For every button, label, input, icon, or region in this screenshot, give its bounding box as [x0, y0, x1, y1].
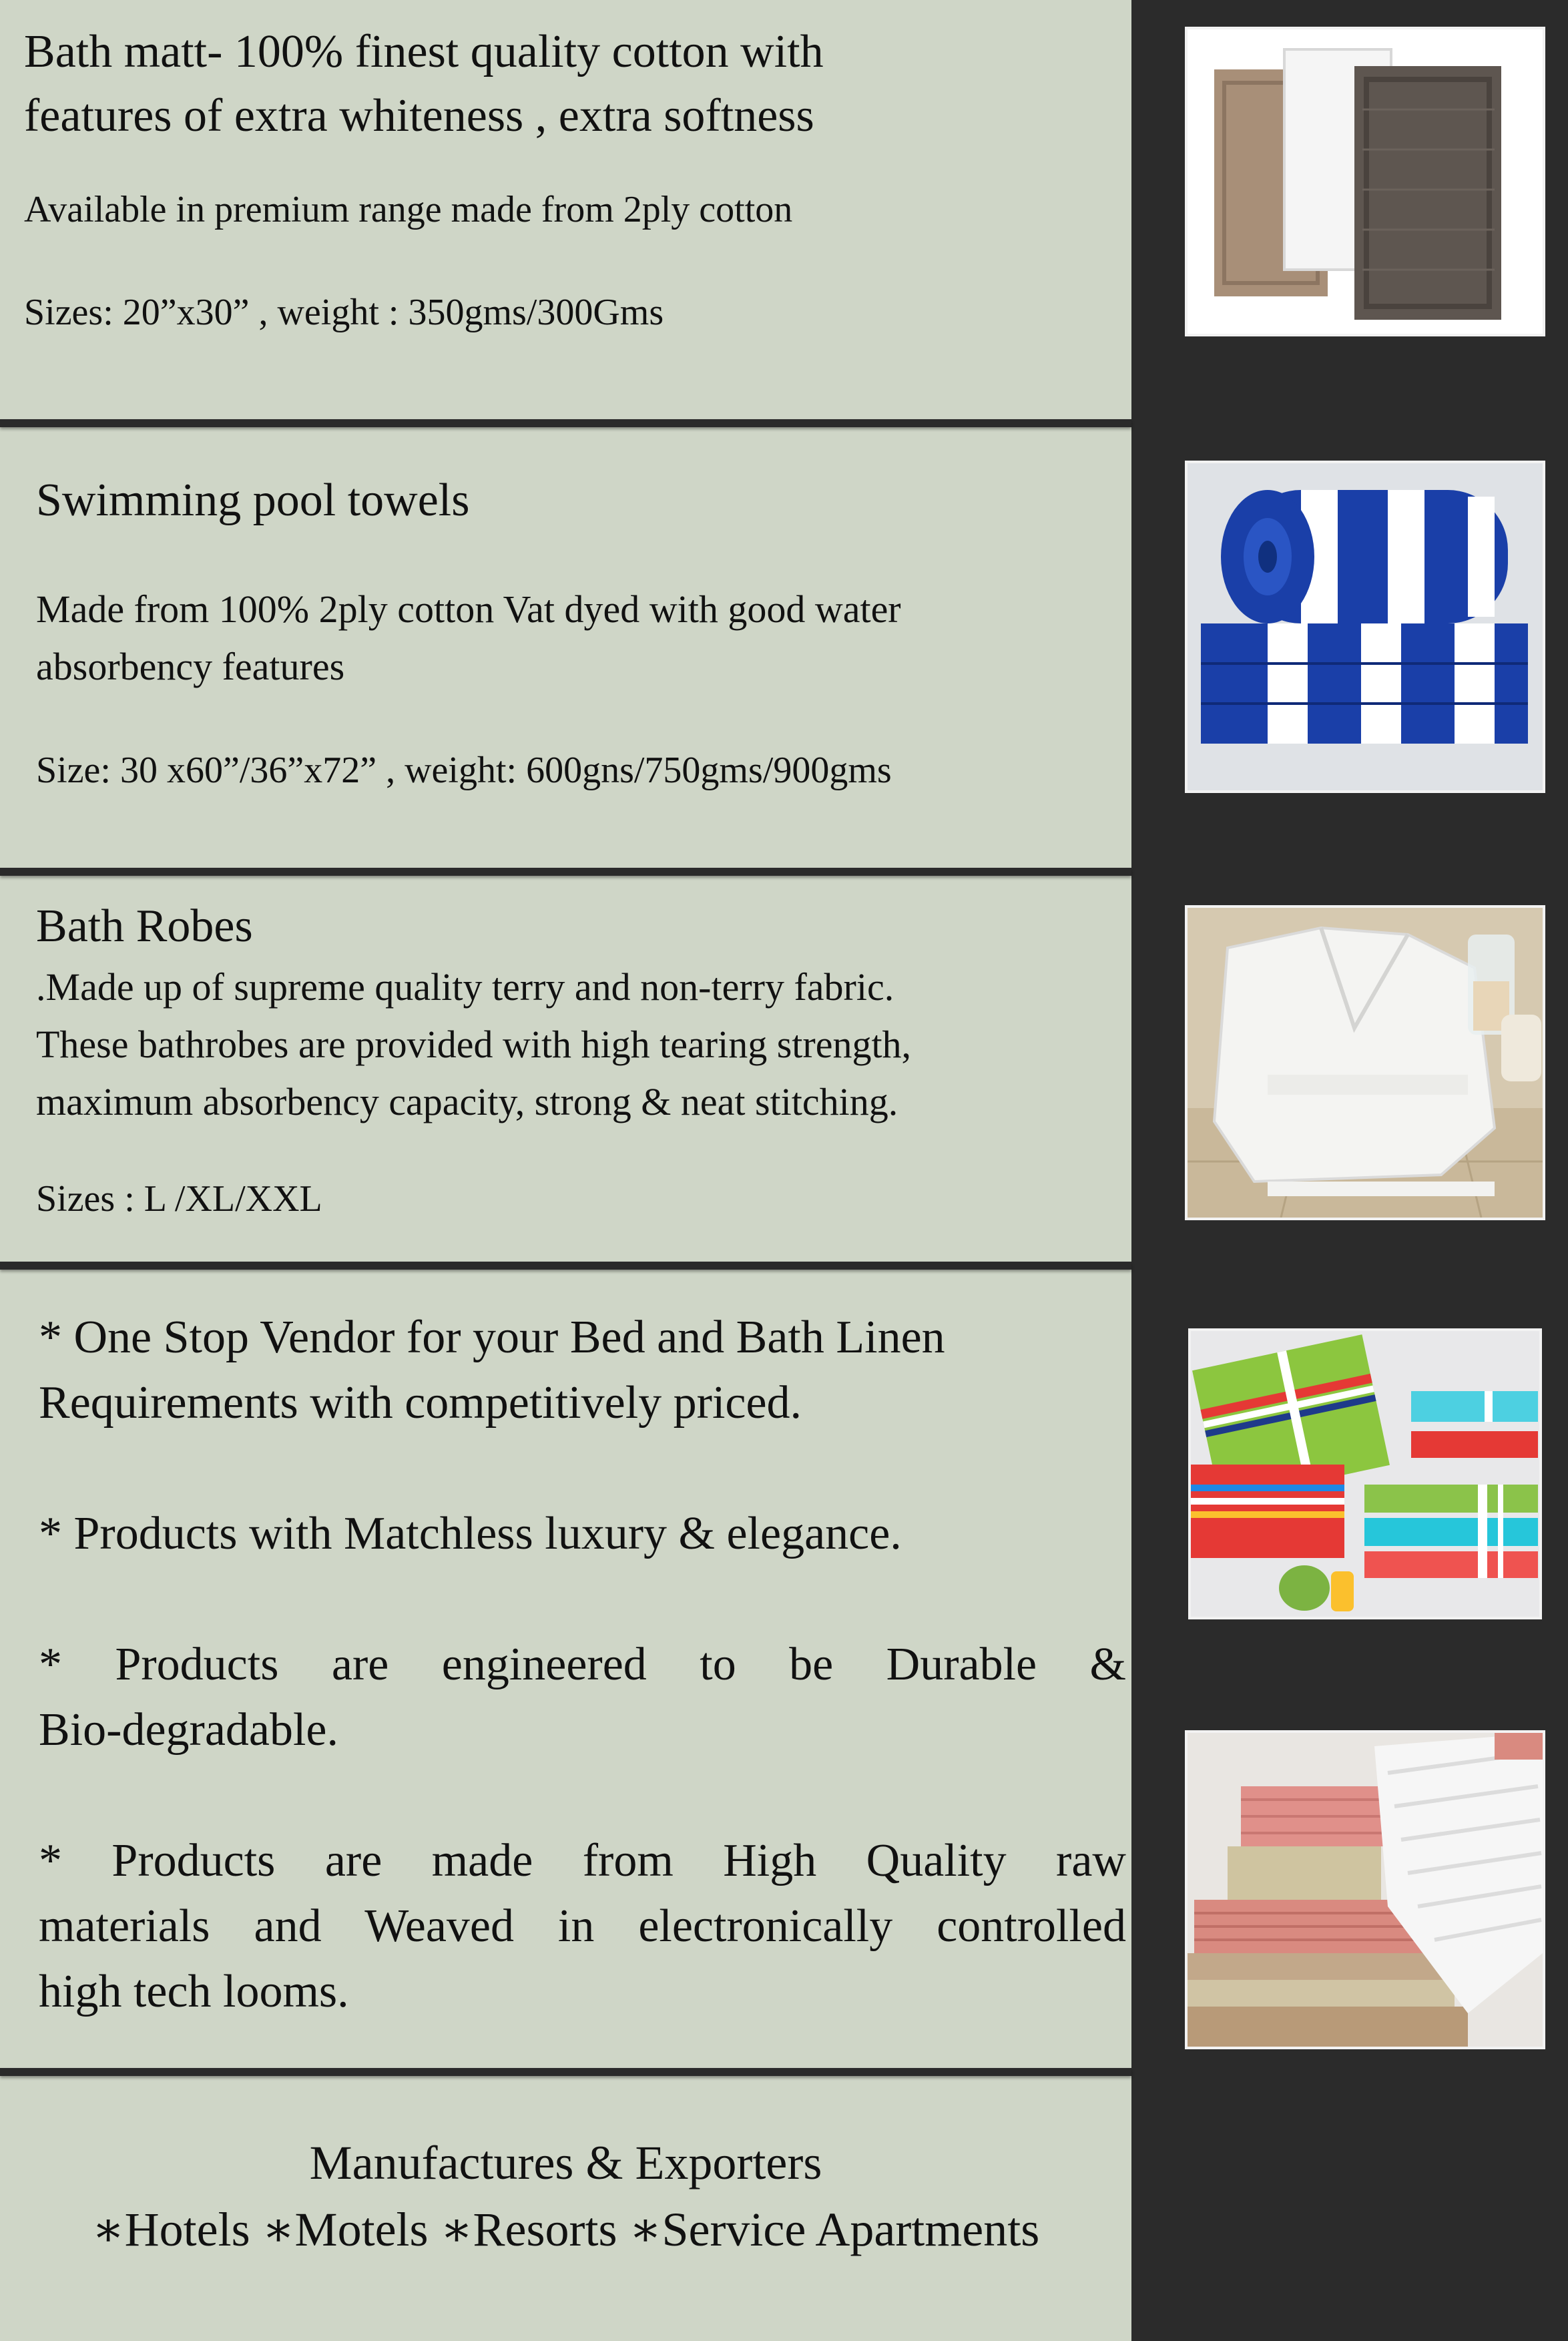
- bath-robes-title: Bath Robes: [36, 900, 253, 952]
- bath-mat-sizes: Sizes: 20”x30” , weight : 350gms/300Gms: [24, 292, 664, 333]
- bath-mat-title-line1: Bath matt- 100% finest quality cotton with: [24, 26, 824, 77]
- pool-towels-photo: [1185, 461, 1545, 793]
- feature-item1-line2: Requirements with competitively priced.: [39, 1377, 802, 1428]
- bath-mat-section: [0, 20, 1131, 340]
- footer-segments: ∗Hotels ∗Motels ∗Resorts ∗Service Apartments: [91, 2203, 1040, 2256]
- section-divider: [0, 419, 1131, 427]
- feature-item2: * Products with Matchless luxury & elegance.: [39, 1508, 902, 1559]
- bath-robe-photo: [1185, 905, 1545, 1220]
- bath-robes-desc-line3: maximum absorbency capacity, strong & neat stitching.: [36, 1080, 898, 1123]
- bath-robes-desc-line2: These bathrobes are provided with high tearing strength,: [36, 1023, 912, 1066]
- bath-robes-sizes: Sizes : L /XL/XXL: [36, 1178, 322, 1220]
- pool-towels-section: [0, 469, 1131, 798]
- pool-towels-title: Swimming pool towels: [36, 475, 470, 526]
- features-section: [0, 1305, 1131, 2025]
- colorful-towels-photo: [1188, 1328, 1542, 1619]
- feature-item3-line1: * Products are engineered to be Durable &: [39, 1639, 1126, 1690]
- bath-robes-desc-line1: .Made up of supreme quality terry and non-terry fabric.: [36, 965, 894, 1009]
- section-divider: [0, 1262, 1131, 1270]
- section-divider: [0, 868, 1131, 876]
- feature-item4-line1: * Products are made from High Quality raw: [39, 1835, 1126, 1886]
- feature-item4-line3: high tech looms.: [39, 1966, 349, 2017]
- footer-tagline: Manufactures & Exporters: [309, 2136, 822, 2189]
- bath-mat-photo: [1185, 27, 1545, 336]
- footer: [0, 2129, 1131, 2263]
- feature-item1-line1: * One Stop Vendor for your Bed and Bath Linen: [39, 1312, 945, 1363]
- feature-item4-line2: materials and Weaved in electronically controlled: [39, 1900, 1126, 1952]
- bath-robes-section: [0, 894, 1131, 1227]
- section-divider: [0, 2068, 1131, 2076]
- bath-mat-title-line2: features of extra whiteness , extra softness: [24, 90, 814, 142]
- pool-towels-sizes: Size: 30 x60”/36”x72” , weight: 600gns/750gms/900gms: [36, 750, 892, 791]
- pool-towels-desc-line1: Made from 100% 2ply cotton Vat dyed with good water: [36, 587, 901, 631]
- feature-item3-line2: Bio-degradable.: [39, 1704, 338, 1756]
- bath-mat-availability: Available in premium range made from 2ply cotton: [24, 189, 793, 230]
- terry-towels-photo: [1185, 1730, 1545, 2049]
- pool-towels-desc-line2: absorbency features: [36, 645, 345, 688]
